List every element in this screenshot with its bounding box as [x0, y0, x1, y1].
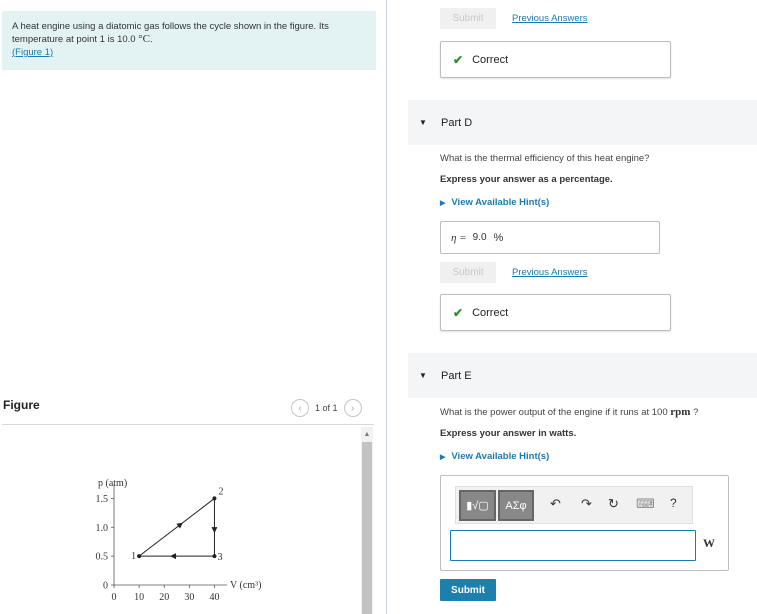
collapse-triangle-icon: ▼: [419, 118, 427, 127]
partd-previous-answers-link[interactable]: Previous Answers: [512, 267, 588, 278]
x-tick-label: 10: [134, 592, 145, 603]
part-e-title: Part E: [441, 369, 472, 382]
undo-icon[interactable]: ↶: [550, 496, 561, 511]
y-tick-label: 0.5: [95, 551, 108, 563]
part-d-header[interactable]: [408, 100, 757, 145]
state-label-1: 1: [131, 551, 137, 563]
pager-text: 1 of 1: [315, 403, 338, 413]
figure-pager: [291, 399, 362, 417]
state-label-3: 3: [217, 552, 223, 564]
x-tick-label: 40: [209, 592, 220, 603]
parte-submit-button[interactable]: Submit: [440, 579, 496, 601]
check-icon: ✔: [453, 305, 464, 320]
temperature-unit: °C: [138, 33, 150, 45]
figure-scrollbar[interactable]: [361, 427, 373, 614]
question-text: What is the power output of the engine if it runs at 100: [440, 407, 668, 418]
part-e-header[interactable]: [408, 353, 757, 398]
state-point-1: [137, 554, 141, 558]
next-figure-button[interactable]: [344, 399, 362, 417]
partd-correct-feedback: [440, 294, 671, 331]
correct-label: Correct: [472, 53, 509, 66]
partc-correct-feedback: [440, 41, 671, 78]
y-axis-label: p (atm): [98, 478, 128, 489]
hints-label: View Available Hint(s): [451, 451, 550, 462]
state-point-3: [212, 554, 216, 558]
figure-separator: [2, 424, 374, 425]
part-d-hints-link[interactable]: [440, 197, 549, 208]
part-e-express: [440, 428, 576, 439]
part-d-answer-box: [440, 221, 660, 254]
y-tick-label: 1.5: [95, 493, 108, 505]
answer-editor: [440, 475, 729, 571]
eta-symbol: η =: [451, 231, 467, 244]
collapse-triangle-icon: ▼: [419, 371, 427, 380]
correct-label: Correct: [472, 306, 509, 319]
pv-diagram: [80, 470, 280, 605]
cycle-segment: [139, 498, 214, 556]
keyboard-icon[interactable]: ⌨: [636, 496, 655, 511]
y-tick-label: 0: [103, 580, 108, 592]
problem-text: A heat engine using a diatomic gas follows the cycle shown in the figure. Its temperature at point 1 is 10.0: [12, 21, 329, 45]
x-tick-label: 20: [159, 592, 170, 603]
help-icon[interactable]: ?: [670, 496, 677, 510]
direction-arrow: [177, 524, 181, 527]
state-label-2: 2: [218, 486, 224, 498]
symbols-button[interactable]: ΑΣφ: [498, 490, 534, 521]
part-d-question: What is the thermal efficiency of this heat engine?: [440, 153, 650, 164]
column-divider: [386, 0, 387, 614]
scroll-up-icon[interactable]: ▲: [363, 430, 371, 438]
cycle-path: [139, 498, 214, 556]
caret-right-icon: ▶: [440, 453, 446, 461]
answer-unit: %: [493, 231, 504, 244]
partc-submit-button[interactable]: Submit: [440, 8, 496, 29]
question-end: ?: [693, 407, 699, 418]
math-toolbar: [455, 486, 693, 524]
part-e-question: [440, 406, 698, 418]
templates-button[interactable]: ▮√▢: [459, 490, 496, 521]
partc-previous-answers-link[interactable]: Previous Answers: [512, 13, 588, 24]
power-answer-input[interactable]: [450, 530, 696, 561]
problem-statement: [2, 11, 376, 70]
y-tick-label: 1.0: [95, 522, 108, 534]
part-d-title: Part D: [441, 116, 473, 129]
chevron-right-icon: ›: [350, 402, 355, 414]
problem-text-end: .: [149, 34, 153, 45]
chevron-left-icon: ‹: [298, 402, 302, 414]
check-icon: ✔: [453, 52, 464, 67]
express-end: .: [573, 428, 577, 439]
rpm-unit: rpm: [670, 406, 691, 418]
x-axis-label: V (cm³): [230, 580, 262, 591]
part-d-express: Express your answer as a percentage.: [440, 174, 613, 185]
hints-label: View Available Hint(s): [451, 197, 550, 208]
prev-figure-button[interactable]: [291, 399, 309, 417]
x-tick-label: 0: [111, 592, 117, 603]
answer-value: 9.0: [472, 232, 487, 243]
answer-unit-watts: W: [703, 536, 715, 550]
express-text: Express your answer in: [440, 428, 547, 439]
reset-icon[interactable]: ↻: [608, 496, 619, 511]
figure-title: Figure: [3, 398, 40, 412]
express-unit: watts: [549, 428, 574, 439]
partd-submit-button[interactable]: Submit: [440, 262, 496, 283]
part-e-hints-link[interactable]: [440, 451, 549, 462]
scroll-thumb[interactable]: [362, 442, 372, 614]
state-point-2: [212, 496, 216, 500]
redo-icon[interactable]: ↷: [581, 496, 592, 511]
x-tick-label: 30: [184, 592, 195, 603]
caret-right-icon: ▶: [440, 199, 446, 207]
axes: [114, 484, 227, 585]
figure-link[interactable]: (Figure 1): [12, 47, 54, 58]
